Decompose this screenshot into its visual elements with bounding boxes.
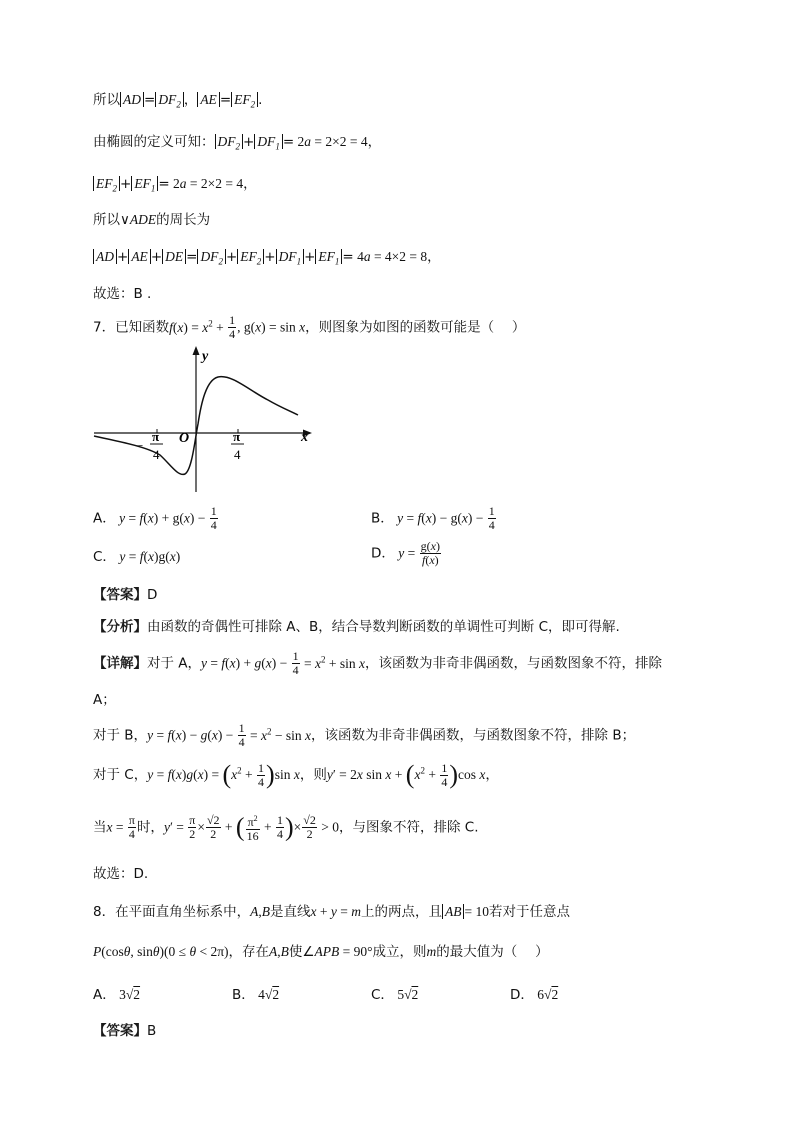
answer-value: D [147,587,158,603]
option-a-label: A． [93,510,116,527]
text-line-5: AD + AE + DE = $DF_2 + EF_2 + DF_1 + EF_1 = 4a = 4\times 2 = 8$， [93,245,441,267]
detail-line-d: 当x = $\frac{\pi}{4}$ 时，y′ = $\frac{\pi}{2}$ × $\frac{√2}{2}$ + ( $\frac{\pi^2}{16}$ + $\frac{1}{4}$ )× $\frac{√2}{2}$ > 0，与图象不符，排除 C. [93,812,479,843]
answer-7 [93,583,157,603]
q8-option-c-label: C． [371,987,394,1003]
detail-end: 故选：D. [93,866,149,882]
tick-neg-num: π [152,429,160,444]
tick-neg-den: 4 [153,447,160,462]
analysis-label: 【分析】 [93,619,147,635]
answer-label: 【答案】 [93,587,147,603]
detail-d-mid: 时， [136,819,164,836]
detail-a-prefix: 对于 A， [147,655,202,672]
question-8-line-1: 8．在平面直角坐标系中，A,B是直线x + y = m上的两点，且 AB = 10若对于任意点 [93,904,570,920]
answer-value: B [147,1023,157,1039]
detail-a-suffix: ，该函数为非奇非偶函数，与函数图象不符，排除 [365,655,663,672]
y-axis-label: y [202,349,209,364]
text-line-3: $EF_2 + EF_1 = 2a = 2\times 2 = 4$， [93,172,257,194]
text-suffix: 的周长为 [156,212,211,228]
detail-line-a: 【详解】对于 A，y = f(x) + g(x) − $\frac{1}{4}$ = $x^2 + \sin x$，该函数为非奇非偶函数，与函数图象不符，排除 [93,649,663,677]
option-c: C． y = f(x)g(x) [93,549,181,565]
option-b-label: B． [371,510,394,527]
analysis-text: 由函数的奇偶性可排除 A、B，结合导数判断函数的单调性可判断 C，即可得解. [147,619,620,635]
x-axis-label: x [301,430,308,445]
q8-mid2: 上的两点，且 [360,904,442,920]
tick-pos-num: π [233,429,241,444]
detail-line-b: 对于 B，y = f(x) − g(x) − $\frac{1}{4}$ = $x^2 - \sin x$，该函数为非奇非偶函数，与函数图象不符，排除 B； [93,721,636,749]
detail-label: 【详解】 [93,655,147,672]
q8-option-d: D． 6√2 [510,987,559,1003]
q8-line2-mid: ，存在 [228,944,270,960]
tick-neg-sign: − [136,438,144,453]
q8-option-b: B． 4√2 [232,987,280,1003]
q8-line2-mid2: 使 [288,944,303,960]
option-b: B． y = f(x) − g(x) − $\frac{1}{4}$ [371,504,495,532]
text-prefix: 所以 [93,212,120,228]
detail-b-suffix: ，该函数为非奇非偶函数，与函数图象不符，排除 B； [311,727,636,744]
q8-line2-mid3: 成立，则 [372,944,427,960]
option-d-label: D． [371,545,395,562]
analysis-7 [93,615,620,635]
option-c-label: C． [93,549,116,565]
origin-label: O [179,431,190,446]
detail-d-prefix: 当 [93,819,107,836]
q8-mid3: 若对于任意点 [488,904,570,920]
answer-label: 【答案】 [93,1023,147,1039]
question-7: 7．已知函数$f(x) = x^2$ + $\frac{1}{4}$ , g(x) = sin x，则图象为如图的函数可能是（ ） [93,313,526,341]
text-prefix: 由椭圆的定义可知： [93,134,215,150]
q8-option-d-label: D． [510,987,534,1003]
text-line-1: 所以 AD = $DF_2$ ， AE = $EF_2$ . [93,92,263,110]
option-d: D． y = $\frac{g(x)}{f(x)}$ [371,539,440,567]
q8-option-c: C． 5√2 [371,987,419,1003]
question-prefix: 7．已知函数 [93,319,170,336]
q8-line2-suffix: 的最大值为（ ） [436,944,549,960]
detail-line-c: 对于 C，$y = f(x)g(x) = (x^2$ + $\frac{1}{4}$ )sin x，则y′ = 2x $\sin x + (x^2$ + $\frac{1}{4}$ )cos x， [93,760,499,789]
tick-pos-den: 4 [234,447,241,462]
q8-prefix: 8．在平面直角坐标系中， [93,904,251,920]
answer-8 [93,1019,156,1039]
detail-c-prefix: 对于 C， [93,767,148,783]
text-line-2: 由椭圆的定义可知： $DF_2 + DF_1 = 2a = 2\times 2 = 4$， [93,134,382,152]
text-line-4: 所以∨ADE的周长为 [93,212,211,228]
q8-option-a: A． 3√2 [93,987,141,1003]
q8-option-b-label: B． [232,987,255,1003]
q8-option-a-label: A． [93,987,116,1003]
detail-c-mid: ，则 [299,767,327,783]
question-8-line-2: P(cosθ, sinθ)(0 ≤ θ < 2π)，存在A,B使∠APB = 90°成立，则m的最大值为（ ） [93,944,549,960]
function-graph [92,344,322,494]
q8-mid1: 是直线 [269,904,311,920]
detail-line-a-cont: A； [93,692,116,708]
question-suffix: ，则图象为如图的函数可能是（ ） [305,319,526,336]
text-line-6: 故选：B . [93,286,152,302]
option-a: A． y = f(x) + g(x) − $\frac{1}{4}$ [93,504,217,532]
detail-b-prefix: 对于 B， [93,727,148,744]
text-prefix: 所以 [93,92,120,108]
detail-d-suffix: ，与图象不符，排除 C. [338,819,479,836]
y-axis-arrow [193,346,200,355]
